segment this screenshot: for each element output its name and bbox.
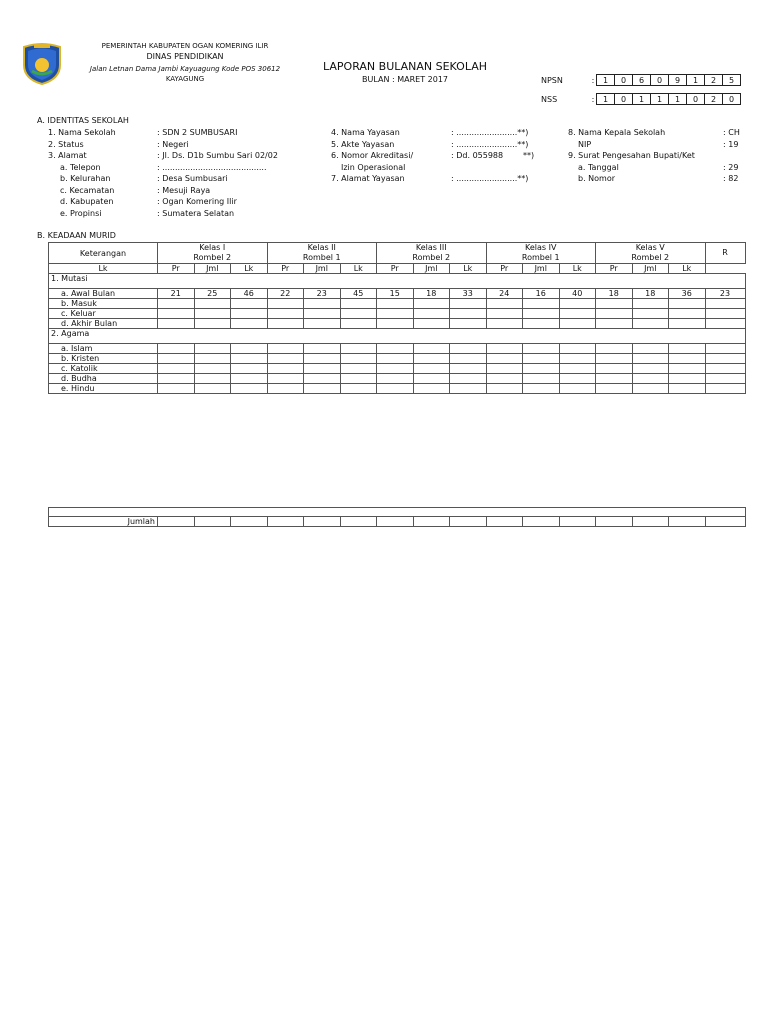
value-cell — [450, 309, 487, 319]
npsn-digit: 6 — [633, 75, 651, 86]
value-cell — [450, 364, 487, 374]
identity-label: Izin Operasional — [341, 163, 406, 172]
identity-label: 7. Alamat Yayasan — [331, 174, 405, 183]
identity-value: : Desa Sumbusari — [157, 174, 228, 183]
npsn-digit: 1 — [597, 75, 615, 86]
value-cell — [669, 384, 706, 394]
value-cell — [450, 374, 487, 384]
value-cell — [596, 344, 633, 354]
identity-label: 8. Nama Kepala Sekolah — [568, 128, 666, 137]
identity-value: : Negeri — [157, 140, 189, 149]
value-cell — [377, 374, 414, 384]
total-cell — [450, 517, 487, 527]
value-cell — [523, 374, 560, 384]
value-cell — [377, 364, 414, 374]
department-name: DINAS PENDIDIKAN — [146, 52, 224, 61]
mutasi-title: 1. Mutasi — [49, 274, 746, 284]
sub-header: Lk — [669, 264, 706, 274]
identity-label: e. Propinsi — [60, 209, 102, 218]
value-cell: 18 — [632, 289, 669, 299]
identity-value: : ......................................... — [157, 163, 267, 172]
row-label: c. Keluar — [49, 309, 158, 319]
value-cell — [632, 384, 669, 394]
kelas-name: Kelas I — [199, 243, 226, 252]
value-cell — [340, 364, 377, 374]
total-cell — [705, 517, 745, 527]
kelas-name: Kelas IV — [525, 243, 557, 252]
value-cell — [304, 299, 341, 309]
value-cell — [596, 299, 633, 309]
value-cell — [158, 364, 195, 374]
value-cell — [559, 299, 596, 309]
value-cell — [231, 364, 268, 374]
total-cell — [194, 517, 231, 527]
identity-label: b. Kelurahan — [60, 174, 111, 183]
value-cell — [486, 364, 523, 374]
npsn-digit: 0 — [651, 75, 669, 86]
identity-label: d. Kabupaten — [60, 197, 114, 206]
total-cell — [559, 517, 596, 527]
npsn-digit: 1 — [687, 75, 705, 86]
value-cell — [450, 344, 487, 354]
mutasi-row — [49, 289, 746, 299]
value-cell — [669, 299, 706, 309]
sub-header: Lk — [231, 264, 268, 274]
value-cell — [377, 354, 414, 364]
value-cell — [413, 299, 450, 309]
sub-header: Lk — [559, 264, 596, 274]
agama-row — [49, 354, 746, 364]
row-label: e. Hindu — [49, 384, 158, 394]
rombel-name: R — [722, 248, 728, 257]
row-label: d. Budha — [49, 374, 158, 384]
value-cell: 23 — [304, 289, 341, 299]
value-cell — [486, 319, 523, 329]
agama-row — [49, 364, 746, 374]
value-cell — [158, 374, 195, 384]
value-cell — [596, 364, 633, 374]
value-cell — [267, 354, 304, 364]
total-cell — [231, 517, 268, 527]
value-cell — [486, 374, 523, 384]
identity-value: : Dd. 055988 — [451, 151, 504, 160]
regency-emblem-logo — [20, 41, 64, 85]
npsn-boxes — [590, 74, 741, 86]
identity-value: : Jl. Ds. D1b Sumbu Sari 02/02 — [157, 151, 278, 160]
value-cell — [486, 354, 523, 364]
value-cell: 16 — [523, 289, 560, 299]
value-cell — [158, 384, 195, 394]
value-cell — [194, 309, 231, 319]
npsn-colon: : — [591, 75, 595, 85]
identity-label: 4. Nama Yayasan — [331, 128, 400, 137]
value-cell: 46 — [231, 289, 268, 299]
nss-colon: : — [591, 94, 595, 104]
value-cell — [194, 364, 231, 374]
value-cell — [596, 319, 633, 329]
npsn-digit: 5 — [723, 75, 741, 86]
value-cell — [231, 319, 268, 329]
value-cell — [340, 384, 377, 394]
row-label: b. Masuk — [49, 299, 158, 309]
value-cell — [450, 319, 487, 329]
value-cell — [632, 354, 669, 364]
nss-digit: 1 — [669, 94, 687, 105]
value-cell — [304, 384, 341, 394]
value-cell — [705, 319, 745, 329]
kelas-header — [486, 243, 596, 264]
value-cell — [340, 319, 377, 329]
value-cell — [705, 374, 745, 384]
value-cell — [231, 374, 268, 384]
value-cell — [596, 384, 633, 394]
value-cell — [194, 354, 231, 364]
value-cell — [304, 364, 341, 374]
government-name: PEMERINTAH KABUPATEN OGAN KOMERING ILIR — [101, 42, 269, 50]
kelas-name: Kelas V — [635, 243, 665, 252]
kelas-header — [377, 243, 487, 264]
value-cell — [669, 364, 706, 374]
value-cell — [231, 354, 268, 364]
value-cell: 18 — [596, 289, 633, 299]
value-cell — [559, 354, 596, 364]
value-cell: 21 — [158, 289, 195, 299]
value-cell — [596, 374, 633, 384]
value-cell — [705, 364, 745, 374]
value-cell — [413, 384, 450, 394]
value-cell — [340, 344, 377, 354]
value-cell — [523, 364, 560, 374]
value-cell: 25 — [194, 289, 231, 299]
value-cell — [231, 299, 268, 309]
value-cell: 45 — [340, 289, 377, 299]
identity-value: : 19 — [723, 140, 739, 149]
value-cell — [632, 374, 669, 384]
value-cell — [413, 354, 450, 364]
value-cell: 40 — [559, 289, 596, 299]
kelas-header — [705, 243, 745, 264]
sub-header: Pr — [596, 264, 633, 274]
identity-label: 3. Alamat — [48, 151, 87, 160]
value-cell — [669, 319, 706, 329]
value-cell — [596, 309, 633, 319]
value-cell — [559, 319, 596, 329]
kelas-header — [158, 243, 268, 264]
value-cell: 23 — [705, 289, 745, 299]
value-cell — [705, 344, 745, 354]
agama-title: 2. Agama — [49, 329, 746, 339]
value-cell: 36 — [669, 289, 706, 299]
rombel-name: Rombel 2 — [412, 253, 451, 262]
identity-value: : 82 — [723, 174, 739, 183]
value-cell: 24 — [486, 289, 523, 299]
value-cell — [523, 384, 560, 394]
value-cell — [450, 384, 487, 394]
value-cell — [267, 299, 304, 309]
rombel-name: Rombel 1 — [302, 253, 341, 262]
sub-header: Lk — [450, 264, 487, 274]
value-cell — [523, 344, 560, 354]
value-cell — [231, 309, 268, 319]
npsn-label: NPSN — [541, 76, 563, 85]
value-cell — [413, 344, 450, 354]
total-cell — [340, 517, 377, 527]
identity-label: 9. Surat Pengesahan Bupati/Ket — [568, 151, 695, 160]
sub-header: Pr — [267, 264, 304, 274]
value-cell — [559, 384, 596, 394]
murid-section-title: B. KEADAAN MURID — [37, 231, 116, 240]
identity-label: 6. Nomor Akreditasi/ — [331, 151, 414, 160]
value-cell — [559, 374, 596, 384]
value-cell — [632, 319, 669, 329]
mutasi-row — [49, 299, 746, 309]
value-cell — [596, 354, 633, 364]
keterangan-header: Keterangan — [49, 243, 158, 264]
nss-boxes — [590, 93, 741, 105]
value-cell — [231, 384, 268, 394]
value-cell — [304, 319, 341, 329]
total-cell — [523, 517, 560, 527]
total-cell — [158, 517, 195, 527]
value-cell — [413, 309, 450, 319]
value-cell — [194, 299, 231, 309]
identity-label: 1. Nama Sekolah — [48, 128, 116, 137]
identity-value: : ........................**) — [451, 128, 529, 137]
identity-value: : Mesuji Raya — [157, 186, 211, 195]
value-cell — [377, 344, 414, 354]
total-cell — [632, 517, 669, 527]
value-cell — [267, 309, 304, 319]
row-label: d. Akhir Bulan — [49, 319, 158, 329]
identity-value: : Ogan Komering Ilir — [157, 197, 237, 206]
value-cell — [632, 344, 669, 354]
value-cell: 22 — [267, 289, 304, 299]
value-cell — [413, 364, 450, 374]
rombel-name: Rombel 2 — [193, 253, 232, 262]
value-cell — [669, 309, 706, 319]
kelas-name: Kelas III — [415, 243, 447, 252]
value-cell — [413, 374, 450, 384]
identity-label: 5. Akte Yayasan — [331, 140, 395, 149]
value-cell — [377, 309, 414, 319]
value-cell — [486, 299, 523, 309]
identity-label: 2. Status — [48, 140, 84, 149]
office-city: KAYAGUNG — [165, 75, 205, 83]
sub-header: Pr — [486, 264, 523, 274]
identity-value: : CH — [723, 128, 740, 137]
value-cell — [669, 374, 706, 384]
nss-digit: 1 — [597, 94, 615, 105]
total-cell — [377, 517, 414, 527]
student-table — [48, 242, 746, 394]
identity-value: : ........................**) — [451, 140, 529, 149]
identity-value: : ........................**) — [451, 174, 529, 183]
value-cell — [194, 374, 231, 384]
sub-header: Jml — [194, 264, 231, 274]
nss-digit: 0 — [723, 94, 741, 105]
row-label: a. Awal Bulan — [49, 289, 158, 299]
value-cell — [523, 354, 560, 364]
total-table — [48, 507, 746, 527]
row-label: a. Islam — [49, 344, 158, 354]
value-cell — [304, 374, 341, 384]
total-cell — [413, 517, 450, 527]
value-cell — [158, 309, 195, 319]
value-cell — [559, 344, 596, 354]
value-cell — [340, 374, 377, 384]
value-cell — [632, 299, 669, 309]
sub-header: Jml — [523, 264, 560, 274]
sub-header: Lk — [340, 264, 377, 274]
kelas-name: Kelas II — [307, 243, 336, 252]
kelas-header — [596, 243, 706, 264]
value-cell — [304, 344, 341, 354]
value-cell — [377, 319, 414, 329]
nss-digit: 0 — [615, 94, 633, 105]
value-cell: 15 — [377, 289, 414, 299]
report-title: LAPORAN BULANAN SEKOLAH — [323, 60, 488, 73]
total-cell — [267, 517, 304, 527]
npsn-digit: 9 — [669, 75, 687, 86]
nss-digit: 1 — [651, 94, 669, 105]
value-cell — [194, 344, 231, 354]
sub-header: Lk — [49, 264, 158, 274]
rombel-name: Rombel 1 — [521, 253, 560, 262]
value-cell — [486, 309, 523, 319]
npsn-digit: 0 — [615, 75, 633, 86]
mutasi-row — [49, 319, 746, 329]
value-cell — [304, 309, 341, 319]
value-cell — [194, 319, 231, 329]
rombel-name: Rombel 2 — [631, 253, 670, 262]
value-cell — [267, 319, 304, 329]
value-cell: 33 — [450, 289, 487, 299]
identity-label: c. Kecamatan — [60, 186, 115, 195]
identity-label: b. Nomor — [578, 174, 616, 183]
value-cell — [340, 309, 377, 319]
value-cell — [231, 344, 268, 354]
value-cell — [267, 374, 304, 384]
value-cell — [559, 364, 596, 374]
value-cell — [705, 309, 745, 319]
agama-row — [49, 374, 746, 384]
value-cell — [523, 309, 560, 319]
value-cell — [413, 319, 450, 329]
value-cell — [158, 319, 195, 329]
value-cell — [669, 344, 706, 354]
value-cell — [377, 299, 414, 309]
spacer-cell — [49, 508, 746, 517]
kelas-header — [267, 243, 377, 264]
sub-header: Pr — [158, 264, 195, 274]
value-cell — [559, 309, 596, 319]
value-cell — [450, 354, 487, 364]
value-cell — [450, 299, 487, 309]
value-cell — [486, 384, 523, 394]
value-cell — [158, 344, 195, 354]
nss-digit: 0 — [687, 94, 705, 105]
value-cell — [340, 299, 377, 309]
identity-value: : SDN 2 SUMBUSARI — [157, 128, 238, 137]
sub-header: Jml — [304, 264, 341, 274]
identity-label: a. Tanggal — [578, 163, 619, 172]
identity-label: a. Telepon — [60, 163, 101, 172]
value-cell — [158, 354, 195, 364]
value-cell — [632, 309, 669, 319]
value-cell — [705, 384, 745, 394]
total-cell — [669, 517, 706, 527]
value-cell: 18 — [413, 289, 450, 299]
value-cell — [486, 344, 523, 354]
value-cell — [705, 354, 745, 364]
mutasi-row — [49, 309, 746, 319]
value-cell — [523, 319, 560, 329]
sub-header: Jml — [413, 264, 450, 274]
total-cell — [304, 517, 341, 527]
value-cell — [194, 384, 231, 394]
nss-digit: 1 — [633, 94, 651, 105]
agama-row — [49, 384, 746, 394]
value-cell — [669, 354, 706, 364]
nss-label: NSS — [541, 95, 558, 104]
value-cell — [267, 364, 304, 374]
identity-value: : 29 — [723, 163, 739, 172]
value-cell — [340, 354, 377, 364]
value-cell — [304, 354, 341, 364]
sub-header: Jml — [632, 264, 669, 274]
value-cell — [632, 364, 669, 374]
nss-digit: 2 — [705, 94, 723, 105]
value-cell — [523, 299, 560, 309]
row-label: b. Kristen — [49, 354, 158, 364]
sub-header: Pr — [377, 264, 414, 274]
identity-note: **) — [523, 151, 535, 160]
value-cell — [158, 299, 195, 309]
value-cell — [267, 344, 304, 354]
office-address: Jalan Letnan Dama Jambi Kayuagung Kode POS 30612 — [89, 65, 281, 73]
identity-label: NIP — [578, 140, 592, 149]
total-cell — [486, 517, 523, 527]
jumlah-label: Jumlah — [49, 517, 158, 527]
total-cell — [596, 517, 633, 527]
row-label: c. Katolik — [49, 364, 158, 374]
value-cell — [267, 384, 304, 394]
value-cell — [705, 299, 745, 309]
npsn-digit: 2 — [705, 75, 723, 86]
value-cell — [377, 384, 414, 394]
report-period: BULAN : MARET 2017 — [362, 75, 448, 84]
agama-row — [49, 344, 746, 354]
identity-value: : Sumatera Selatan — [157, 209, 235, 218]
identity-section-title: A. IDENTITAS SEKOLAH — [37, 116, 129, 125]
